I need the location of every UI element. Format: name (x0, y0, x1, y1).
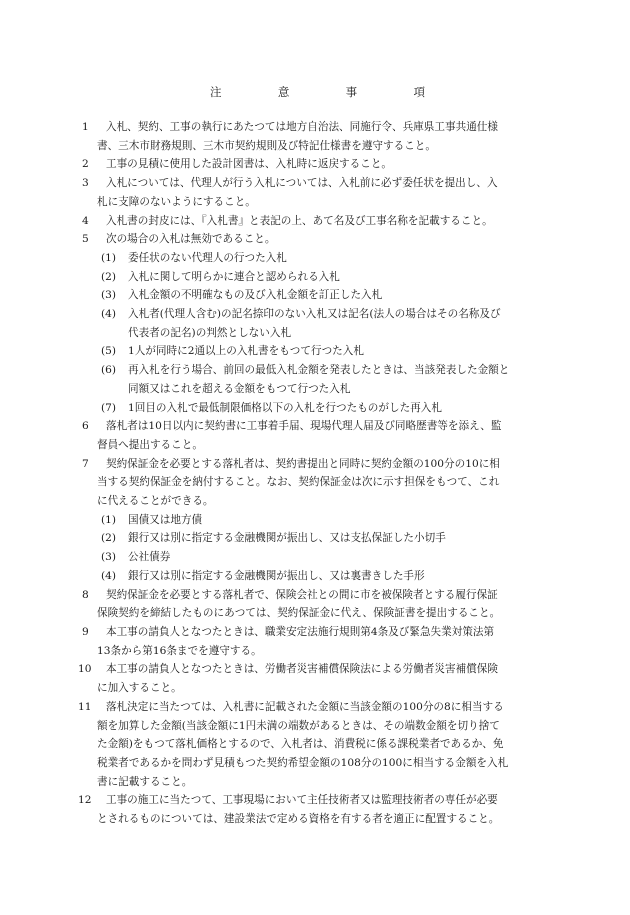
note-item (84, 155, 544, 174)
sub-item-number: (2) (101, 532, 117, 545)
note-text-continued: 当する契約保証金を納付すること。なお、契約保証金は次に示す担保をもつて、これ (97, 476, 500, 489)
note-text: 落札決定に当たつては、入札書に記載された金額に当該金額の100分の8に相当する (106, 700, 504, 713)
sub-item-number: (3) (101, 289, 117, 302)
note-text: 入札、契約、工事の執行にあたつては地方自治法、同施行令、兵庫県工事共通仕様 (106, 121, 498, 133)
note-text: 落札者は10日以内に契約書に工事着手届、現場代理人届及び同略歴書等を添え、監 (106, 420, 502, 433)
note-item (84, 455, 544, 511)
note-text-continued: 書に記載すること。 (97, 775, 193, 788)
note-number: 2 (82, 158, 89, 171)
note-item (84, 118, 544, 155)
note-text-continued: とされるものについては、建設業法で定める資格を有する者を適正に配置すること。 (97, 813, 500, 826)
sub-item-text: 銀行又は別に指定する金融機関が振出し、又は支払保証した小切手 (128, 532, 446, 545)
note-number: 9 (82, 625, 89, 638)
sub-item (84, 567, 544, 586)
sub-item (84, 511, 544, 530)
note-item (78, 698, 544, 792)
note-item (78, 791, 544, 828)
sub-item-number: (1) (101, 513, 117, 526)
note-text-continued: に代えることができる。 (97, 495, 214, 508)
sub-item-text-continued: 代表者の記名)の判然としない入札 (128, 326, 292, 339)
sub-item-number: (1) (101, 251, 117, 264)
note-number: 12 (78, 794, 92, 807)
note-text: 工事の施工に当たつて、工事現場において主任技術者又は監理技術者の専任が必要 (106, 794, 498, 807)
notes-list (78, 118, 544, 829)
title-char: 項 (413, 85, 425, 99)
note-text: 次の場合の入札は無効であること。 (106, 233, 276, 246)
note-text-continued: に加入すること。 (97, 682, 182, 695)
note-text-continued: 札に支障のないようにすること。 (97, 195, 256, 208)
sub-item-text-continued: 同額又はこれを超える金額をもつて行つた入札 (128, 382, 351, 395)
sub-item-number: (2) (101, 270, 117, 283)
note-text: 工事の見積に使用した設計図書は、入札時に返戻すること。 (106, 158, 393, 171)
note-number: 11 (78, 700, 92, 713)
sub-item (84, 305, 544, 342)
note-number: 8 (82, 588, 89, 601)
note-number: 10 (78, 663, 92, 676)
note-text-continued: 額を加算した金額(当該金額に1円未満の端数があるときは、その端数金額を切り捨て (97, 719, 500, 732)
sub-item (84, 249, 544, 268)
sub-item (84, 548, 544, 567)
sub-item-number: (4) (101, 308, 117, 321)
note-item (78, 660, 544, 697)
note-item (84, 586, 544, 623)
sub-item-text: 1回目の入札で最低制限価格以下の入札を行つたものがした再入札 (128, 401, 442, 414)
note-text: 本工事の請負人となつたときは、労働者災害補償保険法による労働者災害補償保険 (106, 663, 498, 676)
note-item (84, 174, 544, 211)
note-text-continued: 督員へ提出すること。 (97, 438, 203, 451)
note-text-continued: 保険契約を締結したものにあつては、契約保証金に代え、保険証書を提出すること。 (97, 607, 501, 620)
title-char: 意 (277, 85, 290, 99)
sub-item-text: 国債又は地方債 (128, 513, 203, 526)
sub-item-text: 入札に関して明らかに連合と認められる入札 (128, 270, 340, 283)
note-text: 入札書の封皮には、『入札書』と表記の上、あて名及び工事名称を記載すること。 (106, 214, 493, 227)
note-number: 7 (82, 457, 89, 470)
note-item (84, 212, 544, 231)
sub-item-number: (6) (101, 364, 117, 377)
sub-item (84, 361, 544, 398)
note-number: 1 (82, 121, 89, 133)
note-text: 契約保証金を必要とする落札者は、契約書提出と同時に契約金額の100分の10に相 (106, 457, 500, 470)
sub-item-text: 公社債券 (128, 551, 171, 564)
sub-item (84, 342, 544, 361)
sub-item-number: (5) (101, 345, 117, 358)
note-text-continued: 13条から第16条までを遵守する。 (97, 644, 262, 657)
title-char: 注 (210, 85, 222, 99)
sub-item-number: (4) (101, 569, 117, 582)
sub-item-text: 入札者(代理人含む)の記名捺印のない入札又は記名(法人の場合はその名称及び (128, 308, 501, 321)
note-text: 契約保証金を必要とする落札者で、保険会社との間に市を被保険者とする履行保証 (106, 588, 498, 601)
note-text: 本工事の請負人となつたときは、職業安定法施行規則第4条及び緊急失業対策法第 (106, 625, 495, 638)
sub-item-text: 再入札を行う場合、前回の最低入札金額を発表したときは、当該発表した金額と (128, 364, 510, 377)
note-number: 6 (82, 420, 89, 433)
sub-item (84, 529, 544, 548)
note-text: 入札については、代理人が行う入札については、入札前に必ず委任状を提出し、入 (106, 177, 498, 190)
sub-item-text: 委任状のない代理人の行つた入札 (128, 251, 287, 264)
note-text-continued: た金額)をもつて落札価格とするので、入札者は、消費税に係る課税業者であるか、免 (97, 738, 504, 751)
note-text-continued: 書、三木市財務規則、三木市契約規則及び特記仕様書を遵守すること。 (97, 139, 436, 152)
page-title (210, 84, 425, 100)
sub-item (84, 399, 544, 418)
title-char: 事 (345, 85, 358, 99)
note-number: 3 (82, 177, 89, 190)
sub-item-number: (7) (101, 401, 117, 414)
sub-item (84, 286, 544, 305)
note-item (84, 623, 544, 660)
sub-item-text: 1人が同時に2通以上の入札書をもつて行つた入札 (128, 345, 364, 358)
sub-item-text: 入札金額の不明確なもの及び入札金額を訂正した入札 (128, 289, 383, 302)
sub-item-number: (3) (101, 551, 117, 564)
note-number: 4 (82, 214, 89, 227)
note-text-continued: 税業者であるかを問わず見積もつた契約希望金額の108分の100に相当する金額を入札 (97, 756, 509, 769)
sub-item-text: 銀行又は別に指定する金融機関が振出し、又は裏書きした手形 (128, 569, 425, 582)
note-item (84, 417, 544, 454)
sub-item (84, 268, 544, 287)
note-number: 5 (82, 233, 89, 246)
note-item (84, 230, 544, 249)
